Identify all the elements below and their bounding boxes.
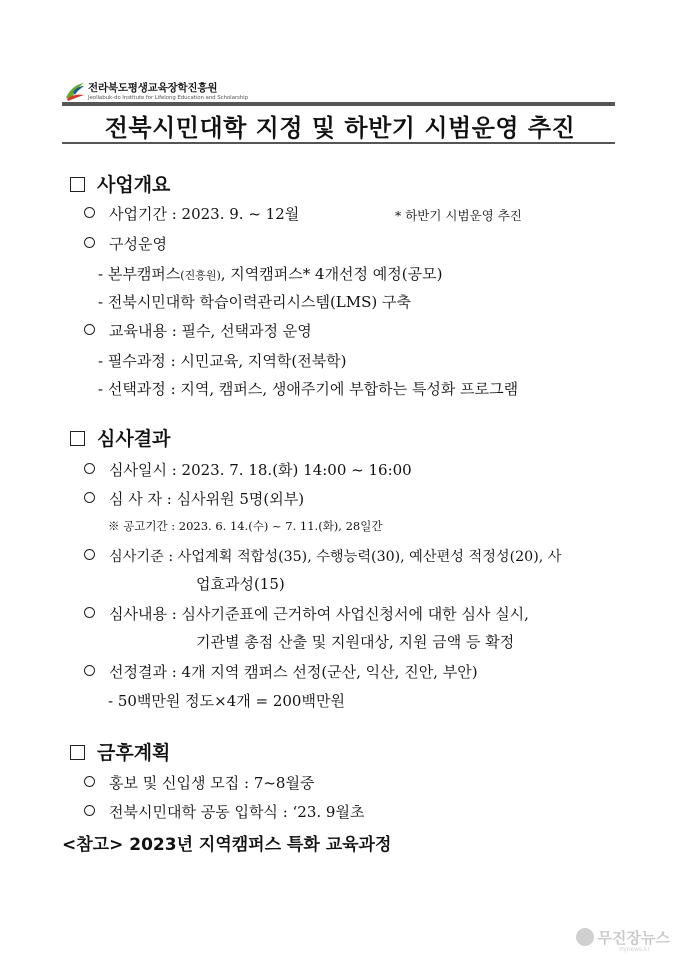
overview-composition-1: - 본부캠퍼스(진흥원), 지역캠퍼스* 4개선정 예정(공모): [98, 265, 443, 283]
bullet-circle-icon: [84, 492, 95, 503]
title-bottom-rule: [62, 142, 615, 144]
overview-period-note: * 하반기 시범운영 추진: [395, 208, 522, 223]
review-notice: ※ 공고기간 : 2023. 6. 14.(수) ~ 7. 11.(화), 28일간: [108, 519, 383, 533]
org-name: 전라북도평생교육장학진흥원: [88, 82, 218, 94]
watermark-badge-icon: [576, 928, 594, 946]
bullet-circle-icon: [84, 805, 95, 816]
section-heading-plan: 금후계획: [70, 738, 170, 765]
overview-edu-2: - 선택과정 : 지역, 캠퍼스, 생애주기에 부합하는 특성화 프로그램: [98, 380, 519, 398]
review-result: 선정결과 : 4개 지역 캠퍼스 선정(군산, 익산, 진안, 부안): [84, 661, 478, 682]
checkbox-square-icon: [70, 177, 85, 192]
overview-edu-1: - 필수과정 : 시민교육, 지역학(전북학): [98, 352, 347, 370]
bullet-circle-icon: [84, 549, 95, 560]
overview-composition-2: - 전북시민대학 학습이력관리시스템(LMS) 구축: [98, 293, 412, 311]
overview-composition: 구성운영: [84, 233, 167, 254]
bullet-circle-icon: [84, 324, 95, 335]
review-date: 심사일시 : 2023. 7. 18.(화) 14:00 ~ 16:00: [84, 459, 412, 480]
review-criteria-cont: 업효과성(15): [196, 575, 285, 593]
section-heading-review: 심사결과: [70, 424, 170, 451]
org-name-en: Jeollabuk-do Institute for Lifelong Education and Scholarship: [88, 95, 249, 101]
institute-logo-icon: [64, 80, 86, 102]
watermark-logo: 무진장뉴스: [576, 927, 670, 948]
review-criteria: 심사기준 : 사업계획 적합성(35), 수행능력(30), 예산편성 적정성(20), 사: [84, 546, 561, 566]
review-content: 심사내용 : 심사기준표에 근거하여 사업신청서에 대한 심사 실시,: [84, 603, 529, 624]
bullet-circle-icon: [84, 463, 95, 474]
section-heading-overview: 사업개요: [70, 170, 170, 197]
plan-item-2: 전북시민대학 공동 입학식 : ‘23. 9월초: [84, 801, 364, 822]
review-reviewers: 심 사 자 : 심사위원 5명(외부): [84, 488, 304, 509]
bullet-circle-icon: [84, 607, 95, 618]
title-top-rule: [62, 102, 615, 106]
bullet-circle-icon: [84, 237, 95, 248]
reference-heading: <참고> 2023년 지역캠퍼스 특화 교육과정: [62, 835, 392, 855]
checkbox-square-icon: [70, 431, 85, 446]
review-content-cont: 기관별 총점 산출 및 지원대상, 지원 금액 등 확정: [196, 633, 515, 651]
bullet-circle-icon: [84, 207, 95, 218]
review-result-sub: - 50백만원 정도×4개 = 200백만원: [108, 692, 345, 710]
bullet-circle-icon: [84, 665, 95, 676]
overview-edu: 교육내용 : 필수, 선택과정 운영: [84, 320, 312, 341]
page-title: 전북시민대학 지정 및 하반기 시범운영 추진: [104, 114, 576, 142]
plan-item-1: 홍보 및 신입생 모집 : 7~8월중: [84, 772, 314, 793]
bullet-circle-icon: [84, 776, 95, 787]
watermark-url: mjnews.kr: [619, 946, 650, 953]
checkbox-square-icon: [70, 745, 85, 760]
overview-period: 사업기간 : 2023. 9. ~ 12월: [84, 203, 299, 224]
